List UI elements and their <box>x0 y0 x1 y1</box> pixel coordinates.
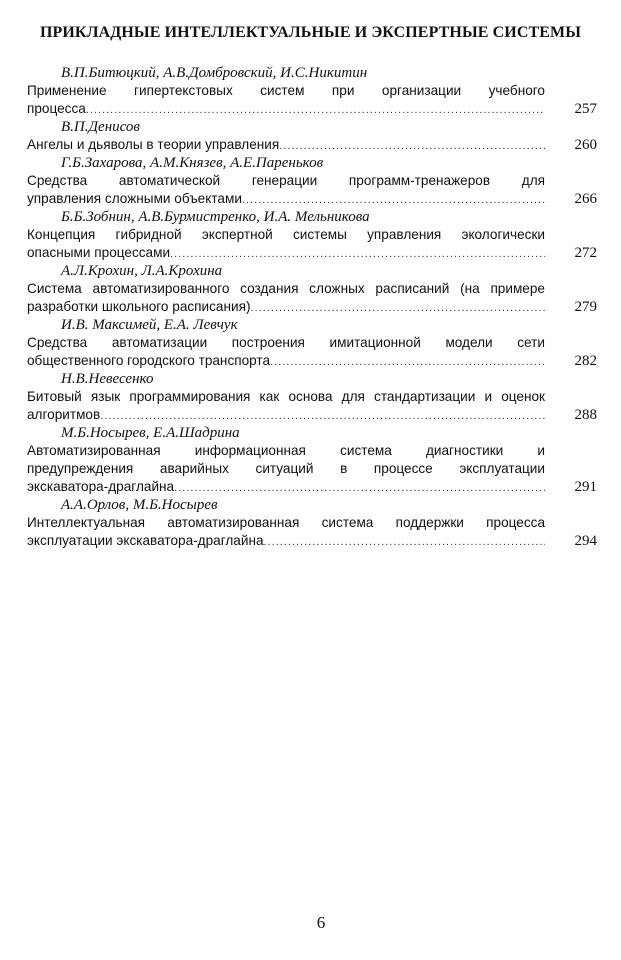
page-number: 6 <box>316 913 326 932</box>
entry-leader <box>27 406 545 425</box>
entry-authors: Г.Б.Захарова, А.М.Князев, А.Е.Пареньков <box>61 155 324 171</box>
section-title: ПРИКЛАДНЫЕ ИНТЕЛЛЕКТУАЛЬНЫЕ И ЭКСПЕРТНЫЕ СИСТЕМЫ <box>39 24 582 41</box>
entry-title-line: опасными процессами <box>27 245 171 260</box>
entry-leader <box>27 100 545 119</box>
entry-title-line: Интеллектуальная автоматизированная система поддержки процесса <box>27 515 545 530</box>
toc-entry[interactable] <box>27 424 597 496</box>
entry-title-line: разработки школьного расписания) <box>27 299 251 314</box>
entry-title-line: общественного городского транспорта <box>27 353 271 368</box>
toc-entry[interactable] <box>27 154 597 208</box>
entry-leader <box>27 532 545 551</box>
entry-title-line: Автоматизированная информационная система диагностики и <box>27 443 545 458</box>
leader-dots <box>242 191 545 209</box>
entry-title-line: эксплуатации экскаватора-драглайна <box>27 533 264 548</box>
entry-authors: В.П.Денисов <box>61 119 140 135</box>
entry-title-line: Концепция гибридной экспертной системы управления экологически <box>27 227 545 242</box>
entry-leader <box>27 478 545 497</box>
toc-entry[interactable] <box>27 370 597 424</box>
entry-leader <box>27 352 545 371</box>
entry-last-row <box>27 478 597 496</box>
entry-title-line: Система автоматизированного создания сложных расписаний (на примере <box>27 281 545 296</box>
entry-authors: Н.В.Невесенко <box>61 371 154 387</box>
entry-page-number: 260 <box>574 137 597 153</box>
toc-entry[interactable] <box>27 262 597 316</box>
entry-title-line: алгоритмов <box>27 407 101 422</box>
leader-dots <box>250 299 545 317</box>
entry-page-number: 272 <box>574 245 597 261</box>
entry-authors: В.П.Битюцкий, А.В.Домбровский, И.С.Никитин <box>61 65 368 81</box>
entry-title-line: Средства автоматической генерации программ-тренажеров для <box>27 173 545 188</box>
leader-dots <box>100 407 545 425</box>
entry-title-line: управления сложными объектами <box>27 191 242 206</box>
leader-dots <box>264 533 545 551</box>
entry-title-line: Применение гипертекстовых систем при организации учебного <box>27 83 545 98</box>
entry-last-row <box>27 190 597 208</box>
entry-title-line: процесса <box>27 101 86 116</box>
entry-leader <box>27 136 545 155</box>
entry-last-row <box>27 298 597 316</box>
entry-title-line: предупреждения аварийных ситуаций в процессе эксплуатации <box>27 461 545 476</box>
entry-page-number: 294 <box>574 533 597 549</box>
entry-authors: А.А.Орлов, М.Б.Носырев <box>61 497 218 513</box>
toc-entry[interactable] <box>27 118 597 154</box>
leader-dots <box>279 137 545 155</box>
entry-last-row <box>27 406 597 424</box>
entry-title-line: Ангелы и дьяволы в теории управления <box>27 137 280 152</box>
entry-authors: Б.Б.Зобнин, А.В.Бурмистренко, И.А. Мельникова <box>61 209 370 225</box>
entry-page-number: 266 <box>574 191 597 207</box>
entry-last-row <box>27 352 597 370</box>
entry-title-line: Средства автоматизации построения имитационной модели сети <box>27 335 545 350</box>
entry-leader <box>27 244 545 263</box>
entry-last-row <box>27 532 597 550</box>
entry-title-line: Битовый язык программирования как основа для стандартизации и оценок <box>27 389 545 404</box>
entry-page-number: 279 <box>574 299 597 315</box>
table-of-contents <box>27 64 597 550</box>
entry-last-row <box>27 100 597 118</box>
toc-entry[interactable] <box>27 64 597 118</box>
leader-dots <box>170 245 545 263</box>
toc-entry[interactable] <box>27 208 597 262</box>
toc-entry[interactable] <box>27 496 597 550</box>
toc-entry[interactable] <box>27 316 597 370</box>
entry-leader <box>27 298 545 317</box>
entry-page-number: 257 <box>574 101 597 117</box>
leader-dots <box>86 101 545 119</box>
entry-page-number: 282 <box>574 353 597 369</box>
entry-title-line: экскаватора-драглайна <box>27 479 175 494</box>
entry-last-row <box>27 244 597 262</box>
entry-authors: И.В. Максимей, Е.А. Левчук <box>61 317 238 333</box>
entry-authors: А.Л.Крохин, Л.А.Крохина <box>61 263 223 279</box>
leader-dots <box>270 353 545 371</box>
entry-authors: М.Б.Носырев, Е.А.Шадрина <box>61 425 240 441</box>
entry-page-number: 291 <box>574 479 597 495</box>
leader-dots <box>174 479 545 497</box>
entry-last-row <box>27 136 597 154</box>
entry-page-number: 288 <box>574 407 597 423</box>
entry-leader <box>27 190 545 209</box>
